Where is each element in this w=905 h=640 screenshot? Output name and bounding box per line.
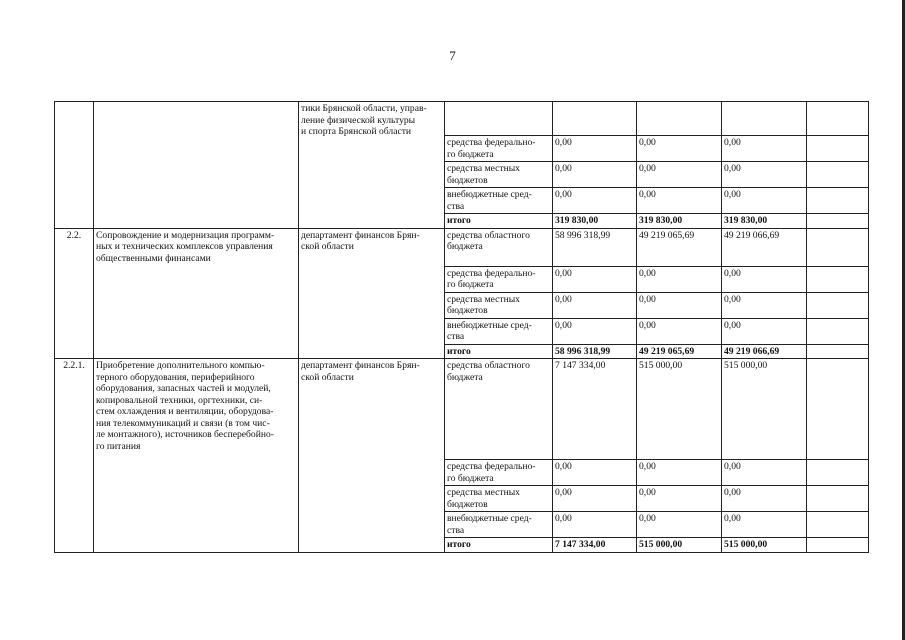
amount-year3-cell: 0,00 bbox=[722, 188, 807, 214]
extra-cell bbox=[807, 136, 869, 162]
amount-year3-cell: 0,00 bbox=[722, 266, 807, 292]
item-number-cell: 2.2.1. bbox=[55, 359, 94, 553]
item-name-cell: Приобретение дополнительного компью- терного оборудования, периферийного оборудования, запасных частей и модулей, копировальной техники, оргтехники, си- стем охлаждения и вентиляции, оборудова- ния телекоммуникаций и связи (в том чис- ле монтажного), источников бесперебойно- го питания bbox=[94, 359, 299, 553]
funding-source-cell: внебюджетные сред- ства bbox=[445, 188, 553, 214]
extra-cell bbox=[807, 214, 869, 229]
funding-source-cell bbox=[445, 102, 553, 136]
amount-year1-cell: 0,00 bbox=[553, 318, 637, 344]
amount-year2-cell: 0,00 bbox=[637, 136, 722, 162]
extra-cell bbox=[807, 538, 869, 553]
funding-source-cell: внебюджетные сред- ства bbox=[445, 512, 553, 538]
amount-year3-cell: 515 000,00 bbox=[722, 538, 807, 553]
extra-cell bbox=[807, 318, 869, 344]
amount-year1-cell: 0,00 bbox=[553, 162, 637, 188]
amount-year3-cell: 0,00 bbox=[722, 512, 807, 538]
amount-year3-cell: 515 000,00 bbox=[722, 359, 807, 460]
executor-cell: департамент финансов Брян- ской области bbox=[299, 359, 445, 553]
extra-cell bbox=[807, 486, 869, 512]
funding-source-cell: средства федерально- го бюджета bbox=[445, 460, 553, 486]
amount-year2-cell: 0,00 bbox=[637, 460, 722, 486]
amount-year2-cell: 49 219 065,69 bbox=[637, 344, 722, 359]
amount-year1-cell: 58 996 318,99 bbox=[553, 228, 637, 266]
table-row bbox=[55, 359, 869, 460]
executor-cell: департамент финансов Брян- ской области bbox=[299, 228, 445, 359]
item-name-cell: Сопровождение и модернизация программ- ных и технических комплексов управления общественными финансами bbox=[94, 228, 299, 359]
funding-source-cell: средства местных бюджетов bbox=[445, 292, 553, 318]
amount-year1-cell: 0,00 bbox=[553, 486, 637, 512]
amount-year3-cell: 0,00 bbox=[722, 136, 807, 162]
amount-year1-cell: 319 830,00 bbox=[553, 214, 637, 229]
extra-cell bbox=[807, 512, 869, 538]
extra-cell bbox=[807, 266, 869, 292]
amount-year1-cell: 0,00 bbox=[553, 136, 637, 162]
amount-year1-cell bbox=[553, 102, 637, 136]
funding-source-cell: средства федерально- го бюджета bbox=[445, 136, 553, 162]
funding-source-cell: средства местных бюджетов bbox=[445, 486, 553, 512]
amount-year3-cell: 0,00 bbox=[722, 318, 807, 344]
funding-source-cell: итого bbox=[445, 538, 553, 553]
amount-year3-cell: 319 830,00 bbox=[722, 214, 807, 229]
amount-year3-cell: 0,00 bbox=[722, 460, 807, 486]
amount-year1-cell: 0,00 bbox=[553, 512, 637, 538]
funding-source-cell: средства федерально- го бюджета bbox=[445, 266, 553, 292]
item-number-cell: 2.2. bbox=[55, 228, 94, 359]
table-row bbox=[55, 228, 869, 266]
extra-cell bbox=[807, 102, 869, 136]
amount-year2-cell: 319 830,00 bbox=[637, 214, 722, 229]
amount-year2-cell: 515 000,00 bbox=[637, 538, 722, 553]
extra-cell bbox=[807, 228, 869, 266]
amount-year1-cell: 7 147 334,00 bbox=[553, 538, 637, 553]
amount-year2-cell: 0,00 bbox=[637, 512, 722, 538]
executor-cell: тики Брянской области, управ- ление физической культуры и спорта Брянской области bbox=[299, 102, 445, 229]
item-number-cell bbox=[55, 102, 94, 229]
funding-source-cell: средства местных бюджетов bbox=[445, 162, 553, 188]
amount-year1-cell: 0,00 bbox=[553, 266, 637, 292]
amount-year1-cell: 58 996 318,99 bbox=[553, 344, 637, 359]
amount-year2-cell: 0,00 bbox=[637, 188, 722, 214]
extra-cell bbox=[807, 292, 869, 318]
funding-source-cell: средства областного бюджета bbox=[445, 228, 553, 266]
funding-source-cell: итого bbox=[445, 214, 553, 229]
amount-year2-cell: 49 219 065,69 bbox=[637, 228, 722, 266]
funding-source-cell: итого bbox=[445, 344, 553, 359]
amount-year1-cell: 0,00 bbox=[553, 460, 637, 486]
amount-year3-cell: 49 219 066,69 bbox=[722, 228, 807, 266]
amount-year2-cell: 0,00 bbox=[637, 162, 722, 188]
amount-year2-cell: 515 000,00 bbox=[637, 359, 722, 460]
funding-source-cell: внебюджетные сред- ства bbox=[445, 318, 553, 344]
amount-year3-cell: 49 219 066,69 bbox=[722, 344, 807, 359]
amount-year2-cell: 0,00 bbox=[637, 318, 722, 344]
amount-year3-cell bbox=[722, 102, 807, 136]
amount-year3-cell: 0,00 bbox=[722, 162, 807, 188]
budget-table bbox=[54, 101, 869, 553]
amount-year1-cell: 0,00 bbox=[553, 292, 637, 318]
extra-cell bbox=[807, 344, 869, 359]
funding-source-cell: средства областного бюджета bbox=[445, 359, 553, 460]
table-body bbox=[55, 102, 869, 553]
extra-cell bbox=[807, 162, 869, 188]
item-name-cell bbox=[94, 102, 299, 229]
amount-year3-cell: 0,00 bbox=[722, 292, 807, 318]
extra-cell bbox=[807, 188, 869, 214]
amount-year1-cell: 7 147 334,00 bbox=[553, 359, 637, 460]
table-row bbox=[55, 102, 869, 136]
amount-year2-cell: 0,00 bbox=[637, 266, 722, 292]
amount-year2-cell: 0,00 bbox=[637, 486, 722, 512]
amount-year2-cell: 0,00 bbox=[637, 292, 722, 318]
amount-year1-cell: 0,00 bbox=[553, 188, 637, 214]
extra-cell bbox=[807, 460, 869, 486]
amount-year2-cell bbox=[637, 102, 722, 136]
extra-cell bbox=[807, 359, 869, 460]
page-number: 7 bbox=[449, 48, 456, 63]
amount-year3-cell: 0,00 bbox=[722, 486, 807, 512]
